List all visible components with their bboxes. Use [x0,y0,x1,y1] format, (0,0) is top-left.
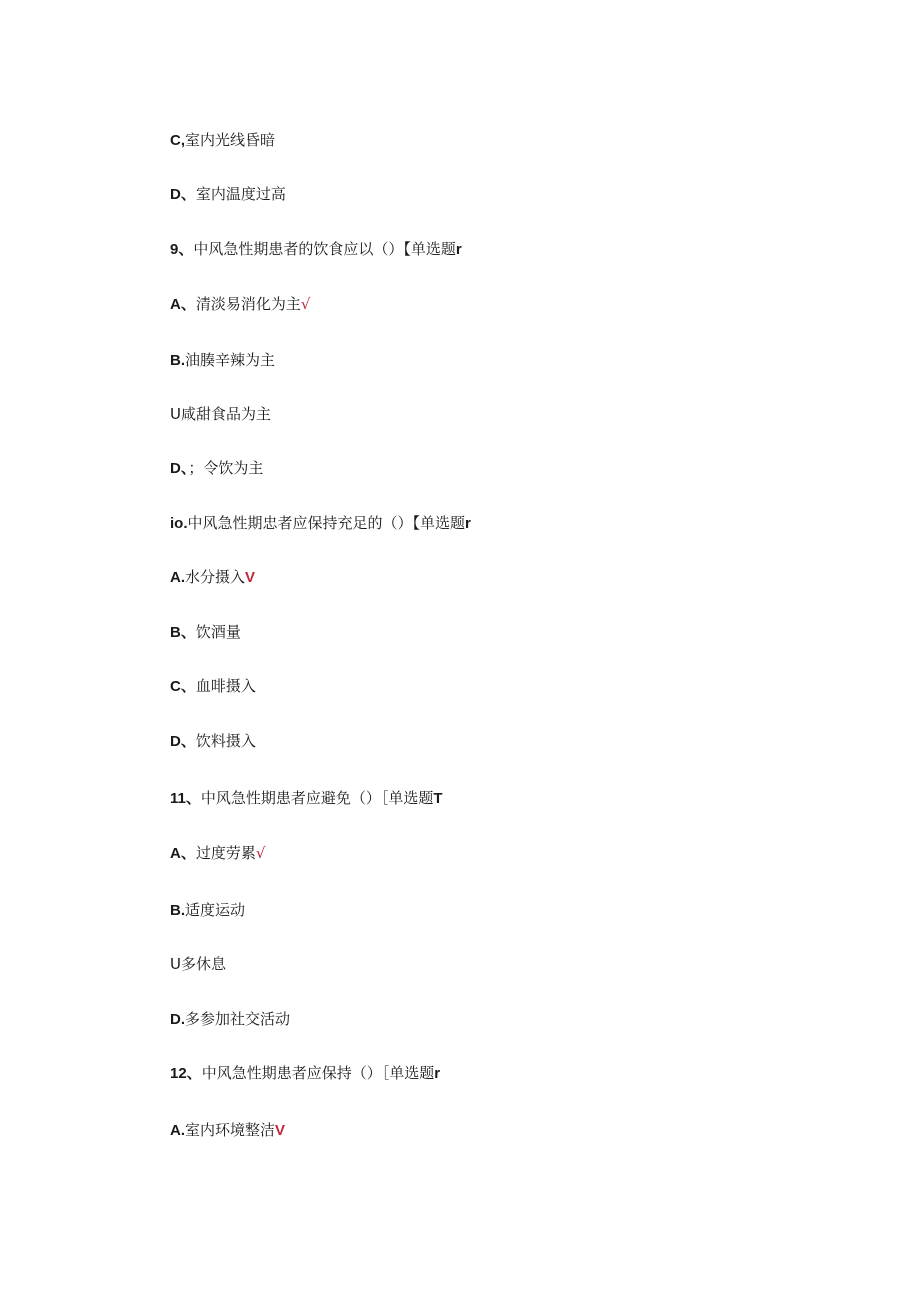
question-number: 12、 [170,1065,202,1082]
option-text: 血啡摄入 [195,677,256,695]
option-d-cold-drinks [170,458,263,479]
option-c-coffee [170,676,256,697]
option-text: 室内光线昏暗 [185,131,276,149]
question-text: 中风急性期患者应保持（）［单选题 [201,1064,435,1082]
option-c-salty-sweet [170,404,271,424]
option-text: ；令饮为主 [188,459,264,477]
option-prefix: B. [170,352,185,369]
option-text: 室内温度过高 [195,185,286,203]
question-12 [170,1063,440,1084]
option-c-more-rest [170,954,226,974]
option-a-overwork [170,843,265,864]
question-text: 中风急性期忠者应保持充足的（）【单选题 [187,514,466,532]
correct-check-icon: V [275,1122,286,1139]
option-b-greasy-spicy [170,350,275,371]
option-a-light-diet [170,294,310,315]
option-text: 饮料摄入 [195,732,256,750]
option-text: 适度运动 [185,901,246,919]
option-text: U咸甜食品为主 [170,405,271,423]
question-tail: r [465,515,471,532]
question-tail: r [455,241,462,258]
option-text: 多参加社交活动 [185,1010,291,1028]
option-text: 饮酒量 [195,623,241,641]
option-prefix: A. [170,1122,185,1139]
option-a-water-intake [170,567,255,588]
option-prefix: D. [170,1011,185,1028]
option-text: 水分摄入 [185,568,246,586]
question-tail: r [434,1065,441,1082]
option-prefix: C、 [170,678,196,695]
option-prefix: D、 [170,460,189,477]
option-prefix: D、 [170,186,196,203]
correct-check-icon: √ [300,295,311,313]
option-prefix: D、 [170,733,196,750]
option-prefix: B、 [170,624,196,641]
option-b-moderate-exercise [170,900,245,921]
option-text: 清淡易消化为主 [195,295,301,313]
question-text: 中风急性期患者的饮食应以（）【单选题 [193,240,456,258]
question-11 [170,788,443,809]
question-tail: T [433,790,443,807]
option-prefix: A、 [170,296,196,313]
option-text: 过度劳累 [195,844,256,862]
question-9 [170,239,462,260]
option-prefix: A. [170,569,185,586]
question-number: 11、 [170,790,201,807]
option-prefix: B. [170,902,185,919]
option-prefix: C, [170,132,185,149]
question-number: 9、 [170,241,194,258]
correct-check-icon: √ [255,844,266,862]
option-d-social-activities [170,1009,290,1030]
option-text: 油腠辛辣为主 [185,351,276,369]
option-text: U多休息 [170,955,226,973]
option-d-high-temperature [170,184,286,205]
option-c-dim-light [170,130,275,151]
option-b-alcohol [170,622,241,643]
option-prefix: A、 [170,845,196,862]
question-text: 中风急性期患者应避免（）［单选题 [200,789,434,807]
option-a-clean-room [170,1120,285,1141]
correct-check-icon: V [245,569,256,586]
question-number: io. [170,515,188,532]
option-d-beverages [170,731,256,752]
option-text: 室内环境整洁 [185,1121,276,1139]
question-10 [170,513,471,534]
